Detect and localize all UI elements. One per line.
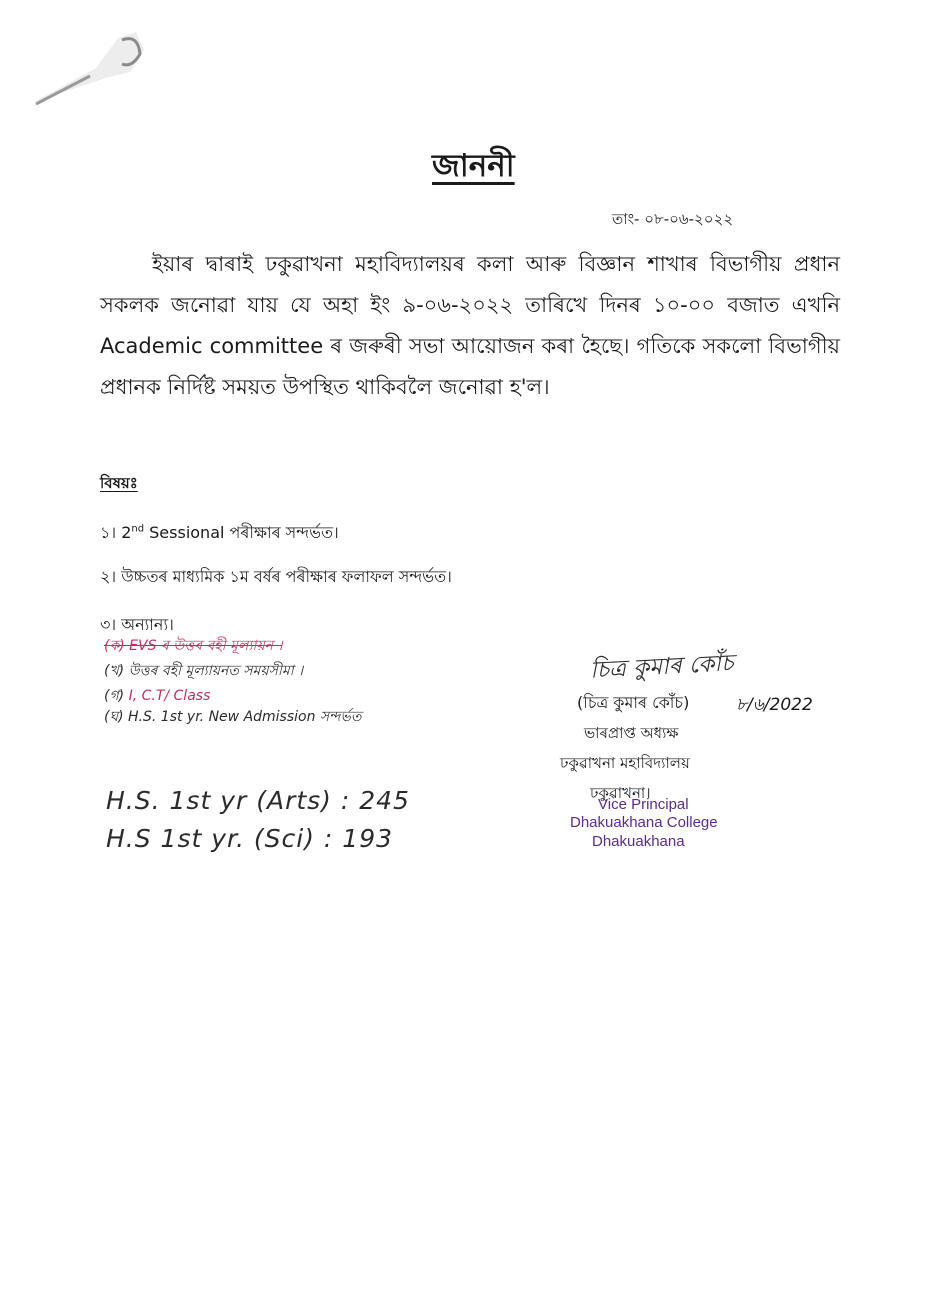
stamp-line-2: Dhakuakhana College <box>570 814 718 831</box>
agenda-item-1-rest: Sessional পৰীক্ষাৰ সন্দৰ্ভত। <box>144 523 339 542</box>
signatory-college: ঢকুৱাখনা মহাবিদ্যালয় <box>560 754 690 772</box>
handwritten-sub-b: (খ) উত্তৰ বহী মূল্যায়নত সময়সীমা । <box>104 663 304 679</box>
signature: চিত্ৰ কুমাৰ কোঁচ <box>589 650 735 684</box>
notice-title: জাননী <box>432 148 515 184</box>
agenda-item-2: ২। উচ্চতৰ মাধ্যমিক ১ম বৰ্ষৰ পৰীক্ষাৰ ফলাফল সন্দৰ্ভত। <box>100 567 452 586</box>
signed-date: ৮/৬/2022 <box>736 695 813 715</box>
notice-body: ইয়াৰ দ্বাৰাই ঢকুৱাখনা মহাবিদ্যালয়ৰ কলা আৰু বিজ্ঞান শাখাৰ বিভাগীয় প্ৰধান সকলক জনোৱা যায় যে অহা ইং ৯-০৬-২০২২ তাৰিখে দিনৰ ১০-০০ বজাত এখনি Academic committee ৰ জৰুৰী সভা আয়োজন কৰা হৈছে। গতিকে সকলো বিভাগীয় প্ৰধানক নিৰ্দিষ্ট সময়ত উপস্থিত থাকিবলৈ জনোৱা হ'ল। <box>100 252 840 399</box>
handwritten-total-arts: H.S. 1st yr (Arts) : 245 <box>106 786 410 815</box>
signatory-place: ঢকুৱাখনা। <box>590 784 651 802</box>
signatory-name: (চিত্ৰ কুমাৰ কোঁচ) <box>577 693 690 712</box>
corner-smudge-mark <box>26 20 166 120</box>
agenda-item-1-sup: nd <box>131 523 145 535</box>
agenda-item-1 <box>100 520 339 547</box>
stamp-line-1: Vice Principal <box>598 796 689 813</box>
handwritten-sub-d: (ঘ) H.S. 1st yr. New Admission সন্দৰ্ভত <box>104 709 362 725</box>
agenda-item-3: ৩। অন্যান্য। <box>100 615 174 634</box>
handwritten-total-sci: H.S 1st yr. (Sci) : 193 <box>106 824 394 853</box>
stamp-line-3: Dhakuakhana <box>592 833 685 850</box>
notice-date: তাং- ০৮-০৬-২০২২ <box>612 210 734 228</box>
agenda-heading: বিষয়ঃ <box>100 474 138 492</box>
handwritten-sub-a: (ক) EVS ৰ উত্তৰ বহী মূল্যায়ন । <box>104 638 283 654</box>
handwritten-sub-c-text: I, C.T/ Class <box>128 688 211 704</box>
signatory-role: ভাৰপ্ৰাপ্ত অধ্যক্ষ <box>584 724 679 742</box>
handwritten-sub-c-label: (গ) <box>104 688 125 704</box>
agenda-item-1-prefix: ১। 2 <box>100 523 132 542</box>
